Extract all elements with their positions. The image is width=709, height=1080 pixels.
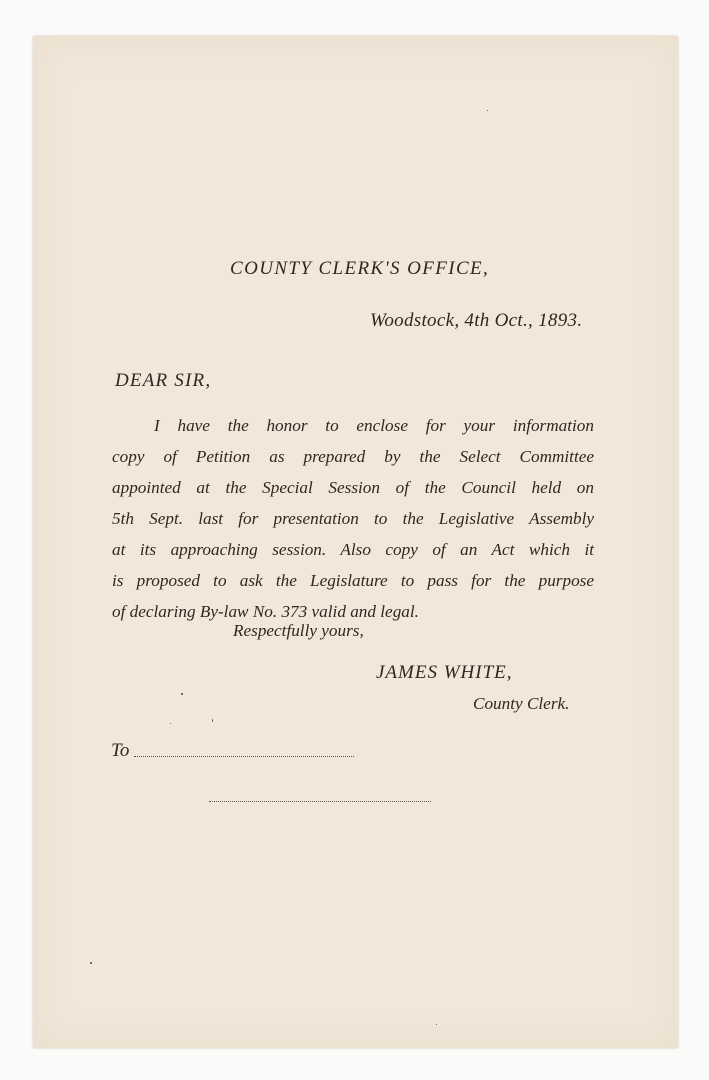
body-line: of declaring By-law No. 373 valid and legal. [112, 602, 419, 621]
paper-speck [181, 693, 183, 695]
body-line: is proposed to ask the Legislature to pass for the purpose [112, 571, 594, 590]
body-line: I have the honor to enclose for your information [154, 416, 594, 435]
address-dotted-line [209, 801, 431, 802]
paper-speck [487, 110, 488, 111]
body-line: 5th Sept. last for presentation to the Legislative Assembly [112, 509, 594, 528]
salutation: DEAR SIR, [115, 370, 212, 391]
paper-speck [212, 719, 213, 722]
body-line: appointed at the Special Session of the Council held on [112, 478, 594, 497]
recipient-label: To [111, 740, 130, 761]
body-line: at its approaching session. Also copy of an Act which it [112, 540, 594, 559]
paper-speck [90, 962, 92, 964]
paper-speck [170, 723, 171, 724]
place-date-line: Woodstock, 4th Oct., 1893. [370, 310, 583, 331]
letter-body [112, 410, 594, 627]
closing-phrase: Respectfully yours, [233, 621, 364, 640]
signer-name: JAMES WHITE, [376, 662, 513, 683]
office-heading: COUNTY CLERK'S OFFICE, [230, 258, 490, 279]
signer-title: County Clerk. [473, 694, 570, 713]
recipient-dotted-line [134, 756, 354, 757]
body-line: copy of Petition as prepared by the Select Committee [112, 447, 594, 466]
paper-speck [436, 1024, 437, 1025]
